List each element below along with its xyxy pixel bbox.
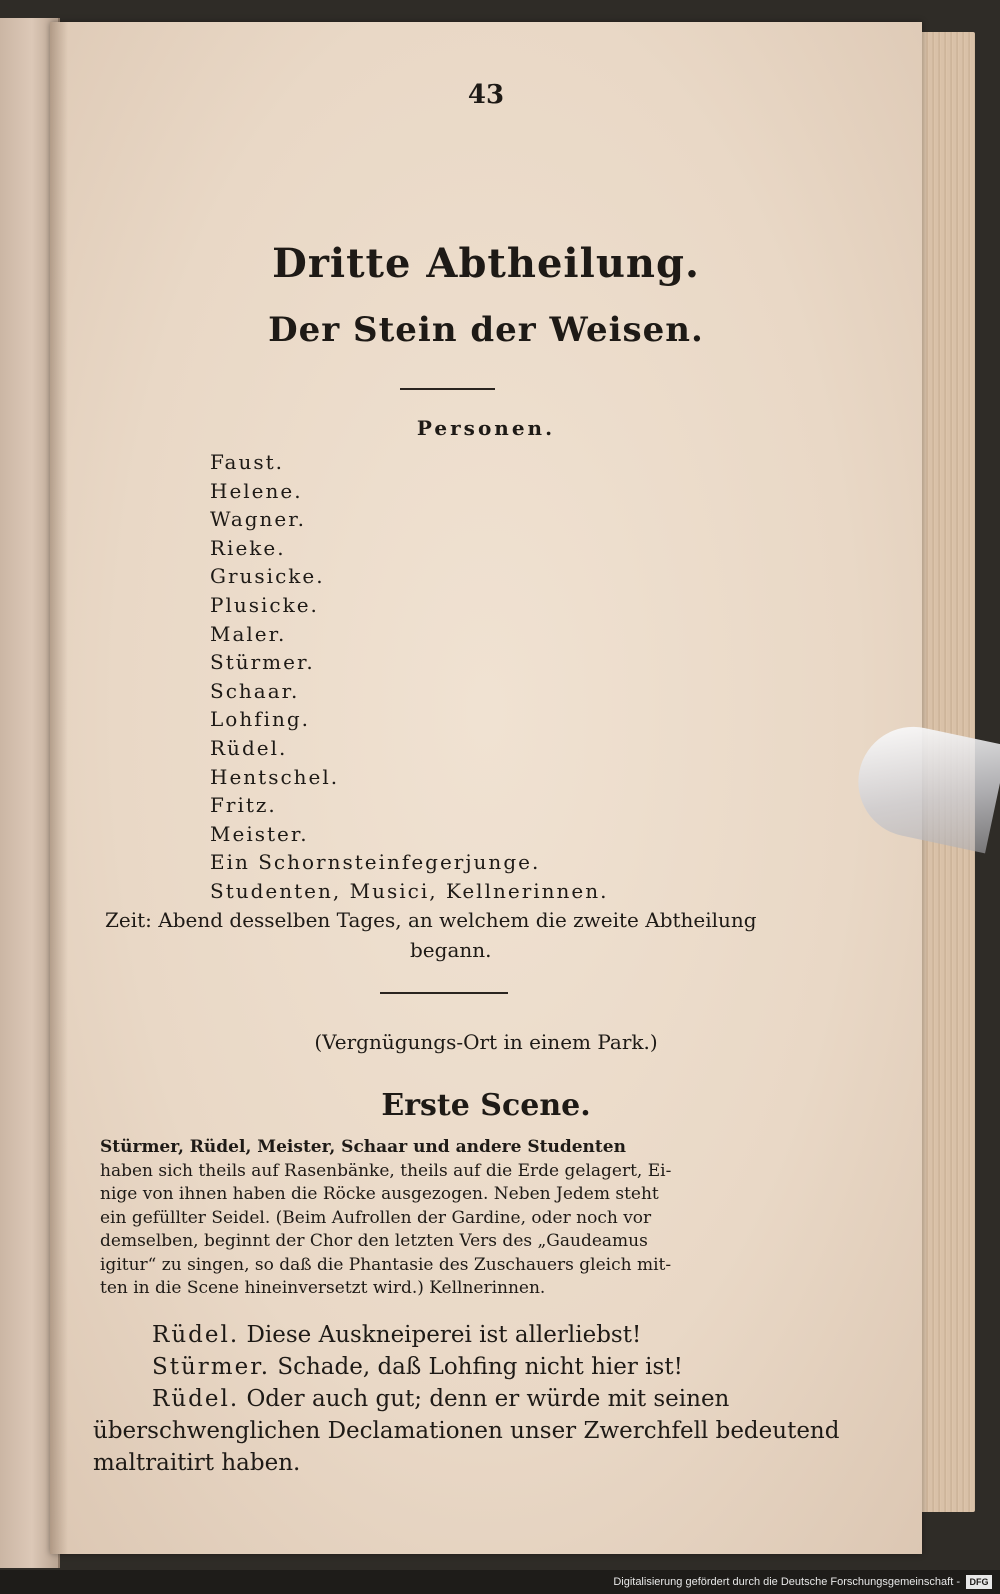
stage-direction-line: Stürmer, Rüdel, Meister, Schaar und andere Studenten [100,1137,626,1157]
dfg-logo: DFG [966,1575,992,1589]
speaker-name: Rüdel. [152,1386,240,1412]
cast-member: Meister. [210,821,309,846]
page-number: 43 [467,80,505,110]
dialogue-text: Oder auch gut; denn er würde mit seinen [246,1386,730,1412]
cast-list [210,448,608,906]
divider-rule [380,992,508,994]
stage-direction-line: ein gefüllter Seidel. (Beim Aufrollen der Gardine, oder noch vor [100,1207,652,1228]
dialogue-line [152,1322,641,1348]
cast-member: Stürmer. [210,650,315,675]
stage-direction-line: igitur“ zu singen, so daß die Phantasie des Zuschauers gleich mit- [100,1254,672,1275]
stage-direction [100,1136,786,1301]
dialogue-line [93,1418,839,1444]
cast-member: Faust. [210,450,284,474]
digitization-credit: Digitalisierung gefördert durch die Deutsche Forschungsgemeinschaft - [613,1576,960,1588]
scene-title: Erste Scene. [381,1088,591,1123]
cast-member: Rüdel. [210,735,288,760]
dialogue-text: überschwenglichen Declamationen unser Zwerchfell bedeutend [93,1418,840,1444]
stage-direction-line: ten in die Scene hineinversetzt wird.) Kellnerinnen. [100,1278,546,1298]
cast-member: Helene. [210,478,303,503]
cast-member: Wagner. [210,507,306,532]
stage-direction-line: haben sich theils auf Rasenbänke, theils auf die Erde gelagert, Ei- [100,1160,672,1181]
cast-member: Maler. [210,621,287,646]
cast-member: Lohfing. [210,707,311,732]
speaker-name: Rüdel. [152,1322,240,1348]
speaker-name: Stürmer. [152,1354,271,1380]
cast-member: Plusicke. [210,592,319,617]
stage-direction-line: demselben, beginnt der Chor den letzten Vers des „Gaudeamus [100,1231,648,1251]
cast-member: Studenten, Musici, Kellnerinnen. [210,878,609,903]
stage-direction-line: nige von ihnen haben die Röcke ausgezogen. Neben Jedem steht [100,1184,659,1204]
cast-member: Grusicke. [210,564,325,589]
time-note-continued: begann. [410,938,492,962]
cast-member: Fritz. [210,793,277,818]
dialogue-line [152,1386,729,1412]
dialogue-line [152,1354,683,1380]
place-note: (Vergnügungs-Ort in einem Park.) [314,1030,658,1054]
dialogue-text: Schade, daß Lohfing nicht hier ist! [277,1354,683,1380]
section-title: Dritte Abtheilung. [272,240,700,287]
dialogue-text: Diese Auskneiperei ist allerliebst! [246,1322,642,1348]
dialogue-line [93,1450,300,1476]
time-note: Zeit: Abend desselben Tages, an welchem die zweite Abtheilung [105,908,757,932]
cast-heading: Personen. [416,416,556,440]
cast-member: Ein Schornsteinfegerjunge. [210,850,541,875]
divider-rule [400,388,495,390]
cast-member: Schaar. [210,678,300,703]
cast-member: Rieke. [210,535,286,560]
play-title: Der Stein der Weisen. [268,310,704,350]
cast-member: Hentschel. [210,764,340,789]
dialogue-text: maltraitirt haben. [93,1450,301,1476]
